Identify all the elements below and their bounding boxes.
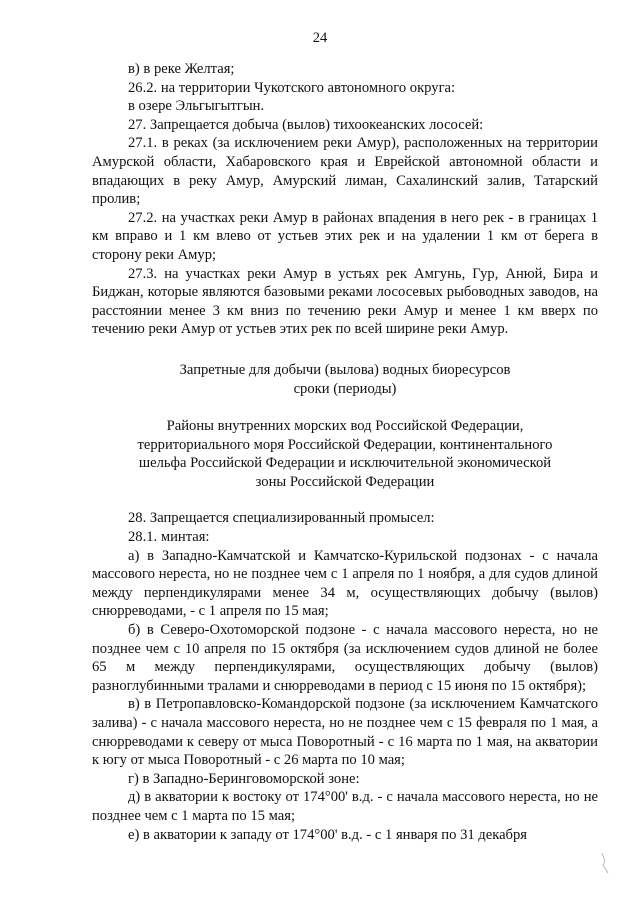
document-body	[92, 60, 598, 844]
heading-line: Запретные для добычи (вылова) водных биоресурсов	[179, 361, 511, 378]
heading-line: зоны Российской Федерации	[255, 473, 435, 490]
paragraph: 27. Запрещается добыча (вылов) тихоокеанских лососей:	[128, 116, 484, 133]
paragraph: в) в Петропавловско-Командорской подзоне (за исключением Камчатского залива) - с начала массового нереста, но не позднее чем с 15 февраля по 1 мая, а снюрреводами к северу от мыса Поворотный - с 16 марта по 1 мая, на акватории к югу от мыса Поворотный - с 26 марта по 10 мая;	[92, 696, 598, 769]
paragraph: в озере Эльгыгытгын.	[128, 98, 265, 115]
paragraph: 27.3. на участках реки Амур в устьях рек Амгунь, Гур, Анюй, Бира и Биджан, которые являются базовыми реками лососевых рыбоводных заводов, на расстоянии менее 3 км вниз по течению реки Амур и менее 1 км вверх по течению реки Амур от устьев этих рек по всей ширине реки Амур.	[92, 265, 598, 338]
section-heading	[92, 361, 598, 398]
paragraph: г) в Западно-Беринговоморской зоне:	[128, 770, 360, 787]
paragraph: а) в Западно-Камчатской и Камчатско-Курильской подзонах - с начала массового нереста, но не позднее чем с 1 апреля по 1 ноября, а для судов длиной между перпендикулярами менее 34 м, осуществляющих добычу (вылов) снюрреводами, - с 1 апреля по 15 мая;	[92, 547, 598, 620]
paragraph: 27.1. в реках (за исключением реки Амур), расположенных на территории Амурской области, Хабаровского края и Еврейской автономной области и впадающих в реку Амур, Амурский лиман, Сахалинский залив, Татарский пролив;	[92, 135, 598, 208]
paragraph: в) в реке Желтая;	[128, 61, 235, 77]
paragraph: 28.1. минтая:	[128, 529, 210, 546]
heading-line: Районы внутренних морских вод Российской Федерации,	[166, 418, 524, 435]
paragraph: 27.2. на участках реки Амур в районах впадения в него рек - в границах 1 км вправо и 1 км влево от устьев этих рек и на удалении 1 км от берега в сторону реки Амур;	[92, 209, 598, 263]
scan-mark	[600, 851, 610, 875]
paragraph: 26.2. на территории Чукотского автономного округа:	[128, 79, 456, 96]
paragraph: д) в акватории к востоку от 174°00' в.д. - с начала массового нереста, но не позднее чем с 1 марта по 15 мая;	[92, 789, 598, 824]
paragraph: б) в Северо-Охотоморской подзоне - с начала массового нереста, но не позднее чем с 10 апреля по 15 октября (за исключением судов длиной не более 65 м между перпендикулярами, осуществляющих добычу (вылов) разноглубинными тралами и снюрреводами в период с 15 июня по 15 октября);	[92, 622, 598, 694]
subsection-heading	[92, 417, 598, 491]
heading-line: территориального моря Российской Федерации, континентального	[137, 436, 553, 453]
paragraph: е) в акватории к западу от 174°00' в.д. - с 1 января по 31 декабря	[128, 826, 527, 843]
heading-line: шельфа Российской Федерации и исключительной экономической	[138, 455, 552, 472]
page-number: 24	[312, 30, 328, 46]
paragraph: 28. Запрещается специализированный промысел:	[128, 510, 435, 527]
heading-line: сроки (периоды)	[293, 380, 397, 397]
